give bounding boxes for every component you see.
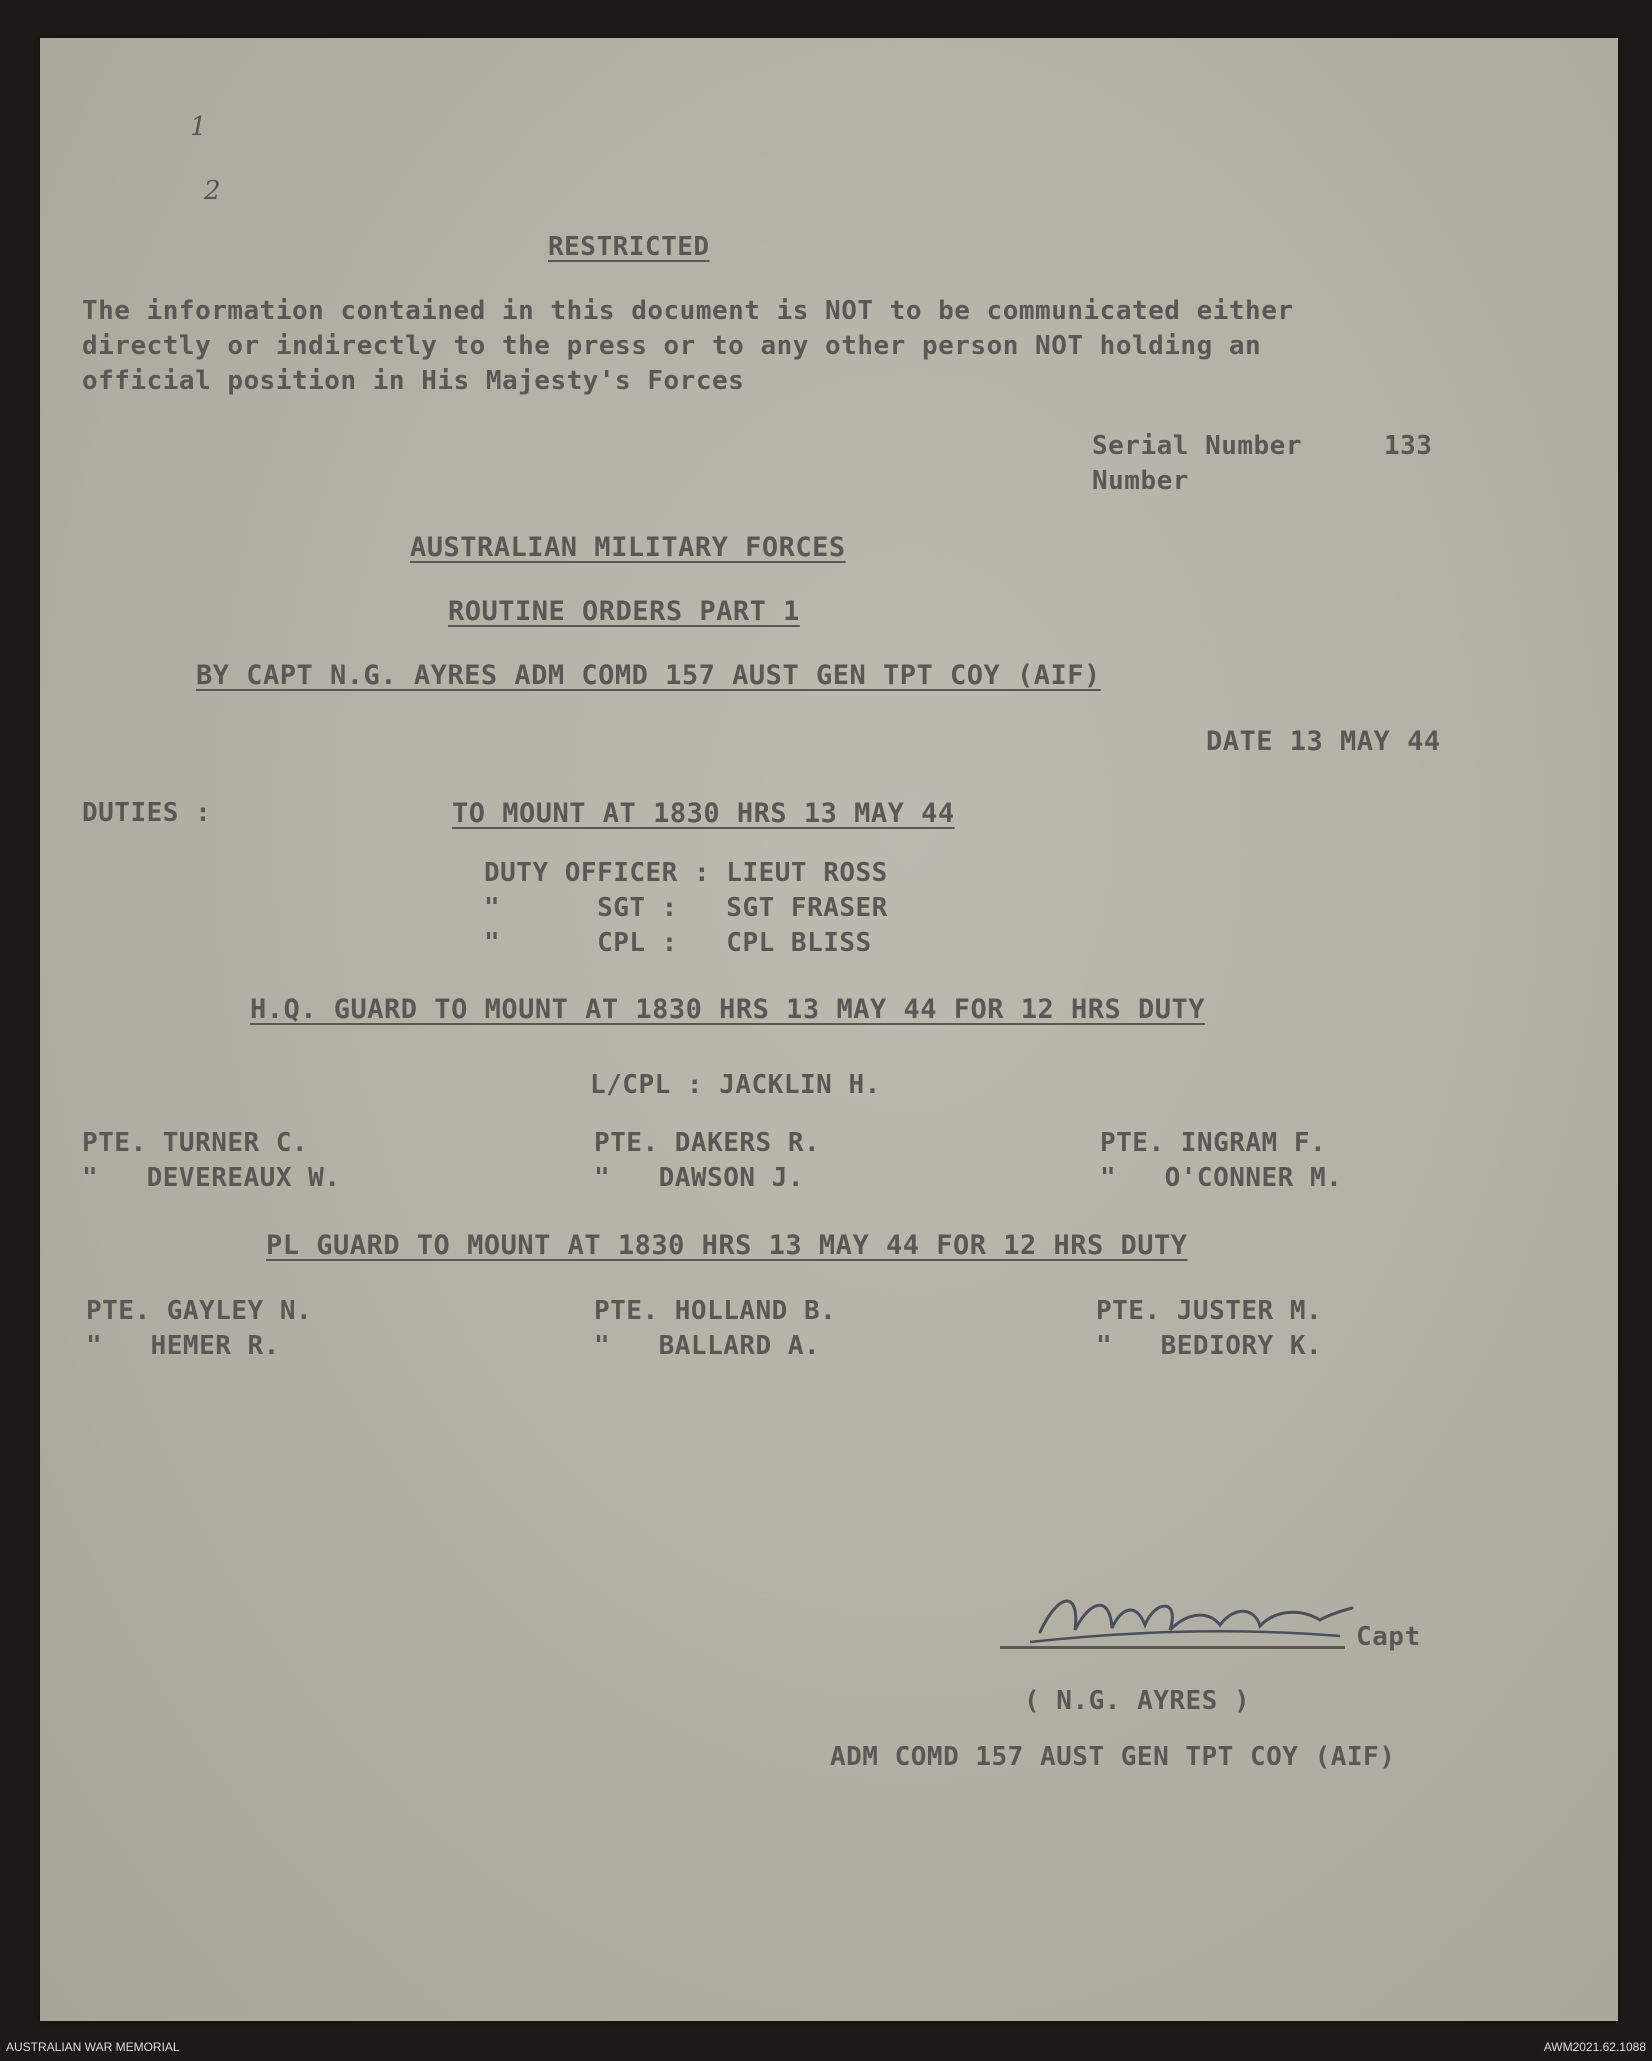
pl-guard-heading: PL GUARD TO MOUNT AT 1830 HRS 13 MAY 44 FOR 12 HRS DUTY [266, 1230, 1188, 1261]
orders-title: ROUTINE ORDERS PART 1 [448, 596, 800, 627]
hq-guard-col3-row1: PTE. INGRAM F. [1100, 1128, 1327, 1158]
serial-number-value: 133 [1384, 431, 1433, 461]
hq-guard-col1-row2: " DEVEREAUX W. [82, 1163, 341, 1193]
number-label: Number [1092, 466, 1189, 496]
pl-guard-col3-row1: PTE. JUSTER M. [1096, 1296, 1323, 1326]
margin-mark-1: 1 [190, 112, 207, 142]
duty-cpl-line: " CPL : CPL BLISS [484, 928, 872, 958]
forces-title: AUSTRALIAN MILITARY FORCES [410, 532, 846, 563]
serial-number-label: Serial Number [1092, 431, 1302, 461]
pl-guard-col1-row1: PTE. GAYLEY N. [86, 1296, 313, 1326]
hq-guard-col1-row1: PTE. TURNER C. [82, 1128, 309, 1158]
issuer-line: BY CAPT N.G. AYRES ADM COMD 157 AUST GEN TPT COY (AIF) [196, 660, 1101, 691]
pl-guard-col2-row1: PTE. HOLLAND B. [594, 1296, 837, 1326]
pl-guard-col1-row2: " HEMER R. [86, 1331, 280, 1361]
hq-guard-lcpl: L/CPL : JACKLIN H. [590, 1070, 881, 1100]
footer-archive-name: AUSTRALIAN WAR MEMORIAL [6, 2040, 180, 2054]
hq-guard-col2-row1: PTE. DAKERS R. [594, 1128, 821, 1158]
duty-sgt-line: " SGT : SGT FRASER [484, 893, 888, 923]
warning-line-2: directly or indirectly to the press or to any other person NOT holding an [82, 331, 1262, 361]
pl-guard-col2-row2: " BALLARD A. [594, 1331, 821, 1361]
duties-label: DUTIES : [82, 798, 212, 828]
hq-guard-heading: H.Q. GUARD TO MOUNT AT 1830 HRS 13 MAY 44 FOR 12 HRS DUTY [250, 994, 1206, 1025]
margin-mark-2: 2 [204, 176, 221, 206]
signatory-appointment: ADM COMD 157 AUST GEN TPT COY (AIF) [830, 1742, 1396, 1772]
signature-line [1000, 1646, 1345, 1649]
classification-heading: RESTRICTED [548, 232, 710, 262]
pl-guard-col3-row2: " BEDIORY K. [1096, 1331, 1323, 1361]
hq-guard-col3-row2: " O'CONNER M. [1100, 1163, 1343, 1193]
order-date: DATE 13 MAY 44 [1206, 726, 1441, 757]
signature-rank: Capt [1356, 1622, 1421, 1652]
duties-mount-heading: TO MOUNT AT 1830 HRS 13 MAY 44 [452, 798, 955, 829]
duty-officer-line: DUTY OFFICER : LIEUT ROSS [484, 858, 888, 888]
warning-line-3: official position in His Majesty's Forces [82, 366, 745, 396]
hq-guard-col2-row2: " DAWSON J. [594, 1163, 804, 1193]
warning-line-1: The information contained in this document is NOT to be communicated either [82, 296, 1294, 326]
signatory-name: ( N.G. AYRES ) [1024, 1686, 1251, 1716]
footer-accession-number: AWM2021.62.1088 [1543, 2040, 1646, 2054]
